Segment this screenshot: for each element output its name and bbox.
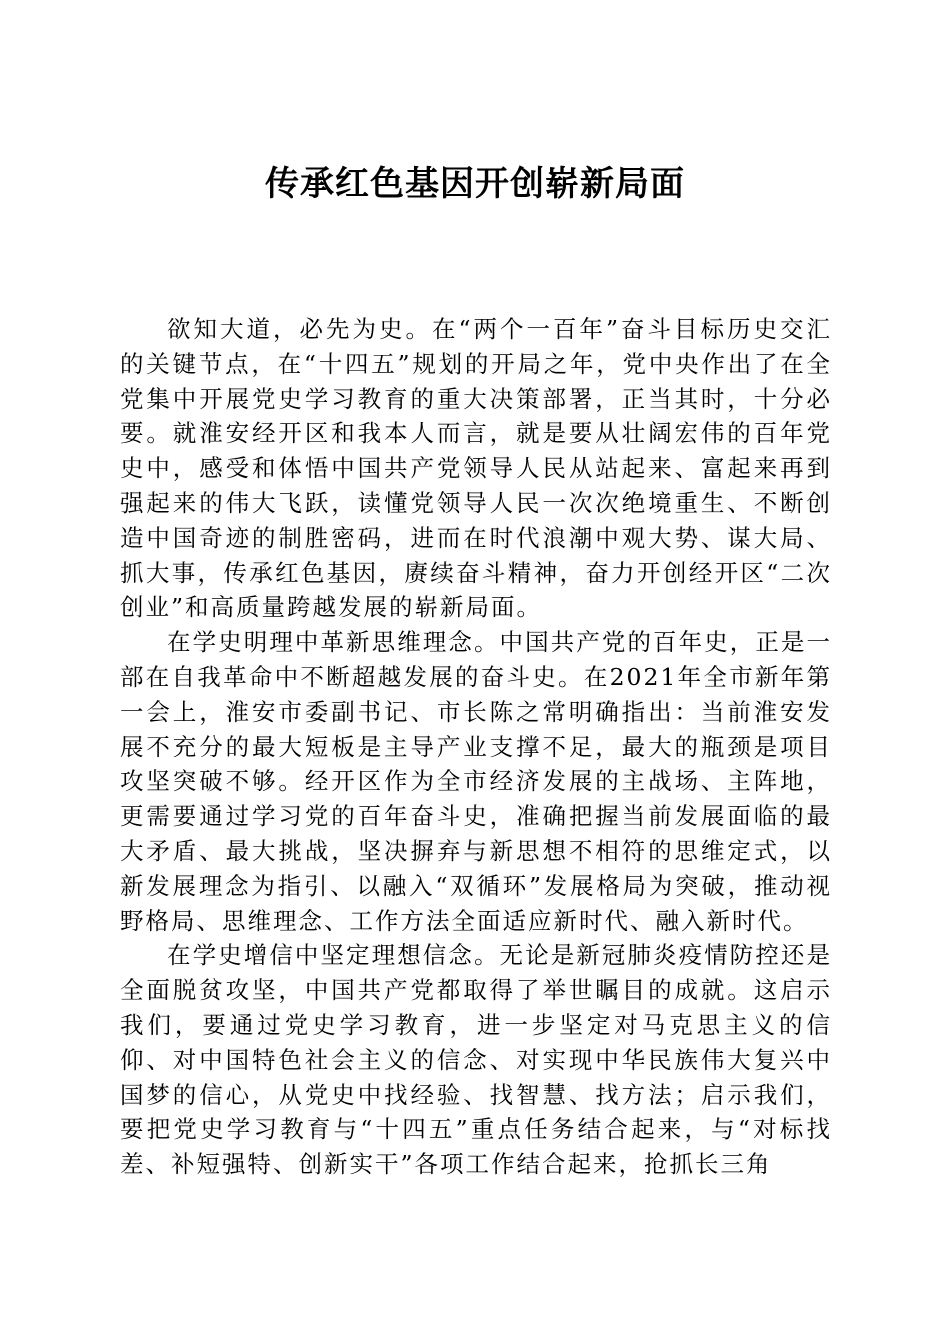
paragraph: 在学史增信中坚定理想信念。无论是新冠肺炎疫情防控还是全面脱贫攻坚，中国共产党都取得了举世瞩目的成就。这启示我们，要通过党史学习教育，进一步坚定对马克思主义的信仰、对中国特色社会主义的信念、对实现中华民族伟大复兴中国梦的信心，从党史中找经验、找智慧、找方法；启示我们，要把党史学习教育与“十四五”重点任务结合起来，与“对标找差、补短强特、创新实干”各项工作结合起来，抢抓长三角 [120,941,832,1179]
paragraph: 欲知大道，必先为史。在“两个一百年”奋斗目标历史交汇的关键节点，在“十四五”规划的开局之年，党中央作出了在全党集中开展党史学习教育的重大决策部署，正当其时，十分必要。就淮安经开区和我本人而言，就是要从壮阔宏伟的百年党史中，感受和体悟中国共产党领导人民从站起来、富起来再到强起来的伟大飞跃，读懂党领导人民一次次绝境重生、不断创造中国奇迹的制胜密码，进而在时代浪潮中观大势、谋大局、抓大事，传承红色基因，赓续奋斗精神，奋力开创经开区“二次创业”和高质量跨越发展的崭新局面。 [120,315,832,622]
paragraph: 在学史明理中革新思维理念。中国共产党的百年史，正是一部在自我革命中不断超越发展的奋斗史。在2021年全市新年第一会上，淮安市委副书记、市长陈之常明确指出：当前淮安发展不充分的最大短板是主导产业支撑不足，最大的瓶颈是项目攻坚突破不够。经开区作为全市经济发展的主战场、主阵地，更需要通过学习党的百年奋斗史，准确把握当前发展面临的最大矛盾、最大挑战，坚决摒弃与新思想不相符的思维定式，以新发展理念为指引、以融入“双循环”发展格局为突破，推动视野格局、思维理念、工作方法全面适应新时代、融入新时代。 [120,628,832,935]
document-title: 传承红色基因开创崭新局面 [265,164,685,204]
document-body [120,312,832,1182]
